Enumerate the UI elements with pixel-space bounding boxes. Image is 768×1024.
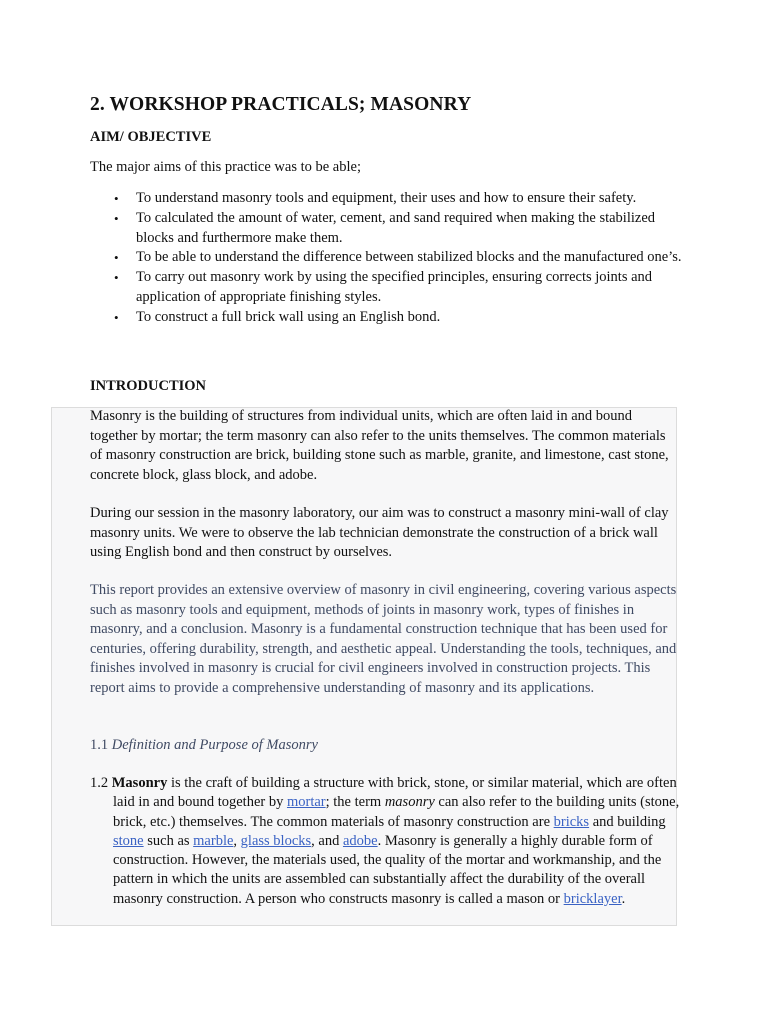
- link-bricks[interactable]: bricks: [553, 813, 590, 830]
- intro-paragraph-3: This report provides an extensive overview of masonry in civil engineering, covering various aspects such as masonry tools and equipment, methods of joints in masonry work, types of finishes in masonry, and a conclusion. Masonry is a fundamental construction technique that has been used for centuries, offering durability, strength, and aesthetic appeal. Understanding the tools, techniques, and finishes involved in masonry is crucial for civil engineers involved in construction projects. This report aims to provide a comprehensive understanding of masonry and its applications.: [90, 582, 677, 696]
- section-1-1-heading: [90, 736, 678, 756]
- bullet-icon: •: [114, 210, 119, 226]
- term-masonry-italic: masonry: [384, 794, 435, 811]
- link-glass-blocks[interactable]: glass blocks: [240, 832, 312, 849]
- section-number: 1.1: [90, 737, 109, 753]
- body-text: ; the term: [325, 794, 385, 811]
- aim-item-text: To calculated the amount of water, cement, and sand required when making the stabilized blocks and furthermore make them.: [136, 209, 656, 246]
- introduction-heading: INTRODUCTION: [90, 378, 207, 394]
- aim-item-text: To be able to understand the difference between stabilized blocks and the manufactured one’s.: [136, 249, 682, 266]
- intro-paragraph-2: During our session in the masonry laboratory, our aim was to construct a masonry mini-wall of clay masonry units. We were to observe the lab technician demonstrate the construction of a brick wall using English bond and then construct by ourselves.: [90, 505, 669, 561]
- link-marble[interactable]: marble: [193, 832, 234, 849]
- bullet-icon: •: [114, 270, 119, 286]
- body-text: , and: [311, 832, 343, 849]
- aims-list: [90, 189, 690, 328]
- term-masonry: Masonry: [111, 775, 168, 791]
- aim-item: [90, 209, 690, 249]
- aim-intro-text: The major aims of this practice was to be able;: [90, 159, 361, 175]
- bullet-icon: •: [114, 250, 119, 266]
- aim-item: [90, 189, 690, 209]
- bullet-icon: •: [114, 309, 119, 325]
- aim-item: [90, 268, 690, 308]
- body-text: . Masonry is generally a highly durable form of construction. However, the materials used, the quality of the mortar and workmanship, and the pattern in which the units are assembled can substantially affect the durability of the overall masonry construction. A person who constructs masonry is called a mason or: [113, 832, 662, 907]
- body-text: and building: [589, 813, 666, 830]
- body-text: such as: [143, 832, 194, 849]
- link-mortar[interactable]: mortar: [286, 794, 326, 811]
- link-stone[interactable]: stone: [113, 832, 144, 849]
- section-title: Definition and Purpose of Masonry: [111, 737, 318, 753]
- aim-item-text: To carry out masonry work by using the specified principles, ensuring corrects joints and application of appropriate finishing styles.: [136, 269, 653, 305]
- link-bricklayer[interactable]: bricklayer: [563, 890, 622, 907]
- page-title: 2. WORKSHOP PRACTICALS; MASONRY: [90, 94, 472, 115]
- aim-item: [90, 308, 690, 328]
- body-text: .: [621, 890, 626, 907]
- bullet-icon: •: [114, 191, 119, 206]
- aim-item: [90, 248, 690, 268]
- aim-item-text: To construct a full brick wall using an English bond.: [136, 308, 441, 325]
- aim-item-text: To understand masonry tools and equipment, their uses and how to ensure their safety.: [136, 190, 637, 206]
- intro-paragraph-1: Masonry is the building of structures from individual units, which are often laid in and bound together by mortar; the term masonry can also refer to the units themselves. The common materials of masonry construction are brick, building stone such as marble, granite, and limestone, cast stone, concrete block, glass block, and adobe.: [90, 408, 669, 483]
- body-text: ,: [233, 832, 241, 849]
- body-text: is the craft of building a structure with brick, stone, or similar material, which are often laid in and bound together by: [113, 775, 677, 811]
- section-number: 1.2: [90, 775, 109, 791]
- body-text: can also refer to the building units (stone, brick, etc.) themselves. The common materials of masonry construction are: [113, 794, 680, 830]
- section-1-2-paragraph: [90, 774, 680, 909]
- link-adobe[interactable]: adobe: [342, 832, 378, 849]
- aim-objective-heading: AIM/ OBJECTIVE: [90, 129, 212, 145]
